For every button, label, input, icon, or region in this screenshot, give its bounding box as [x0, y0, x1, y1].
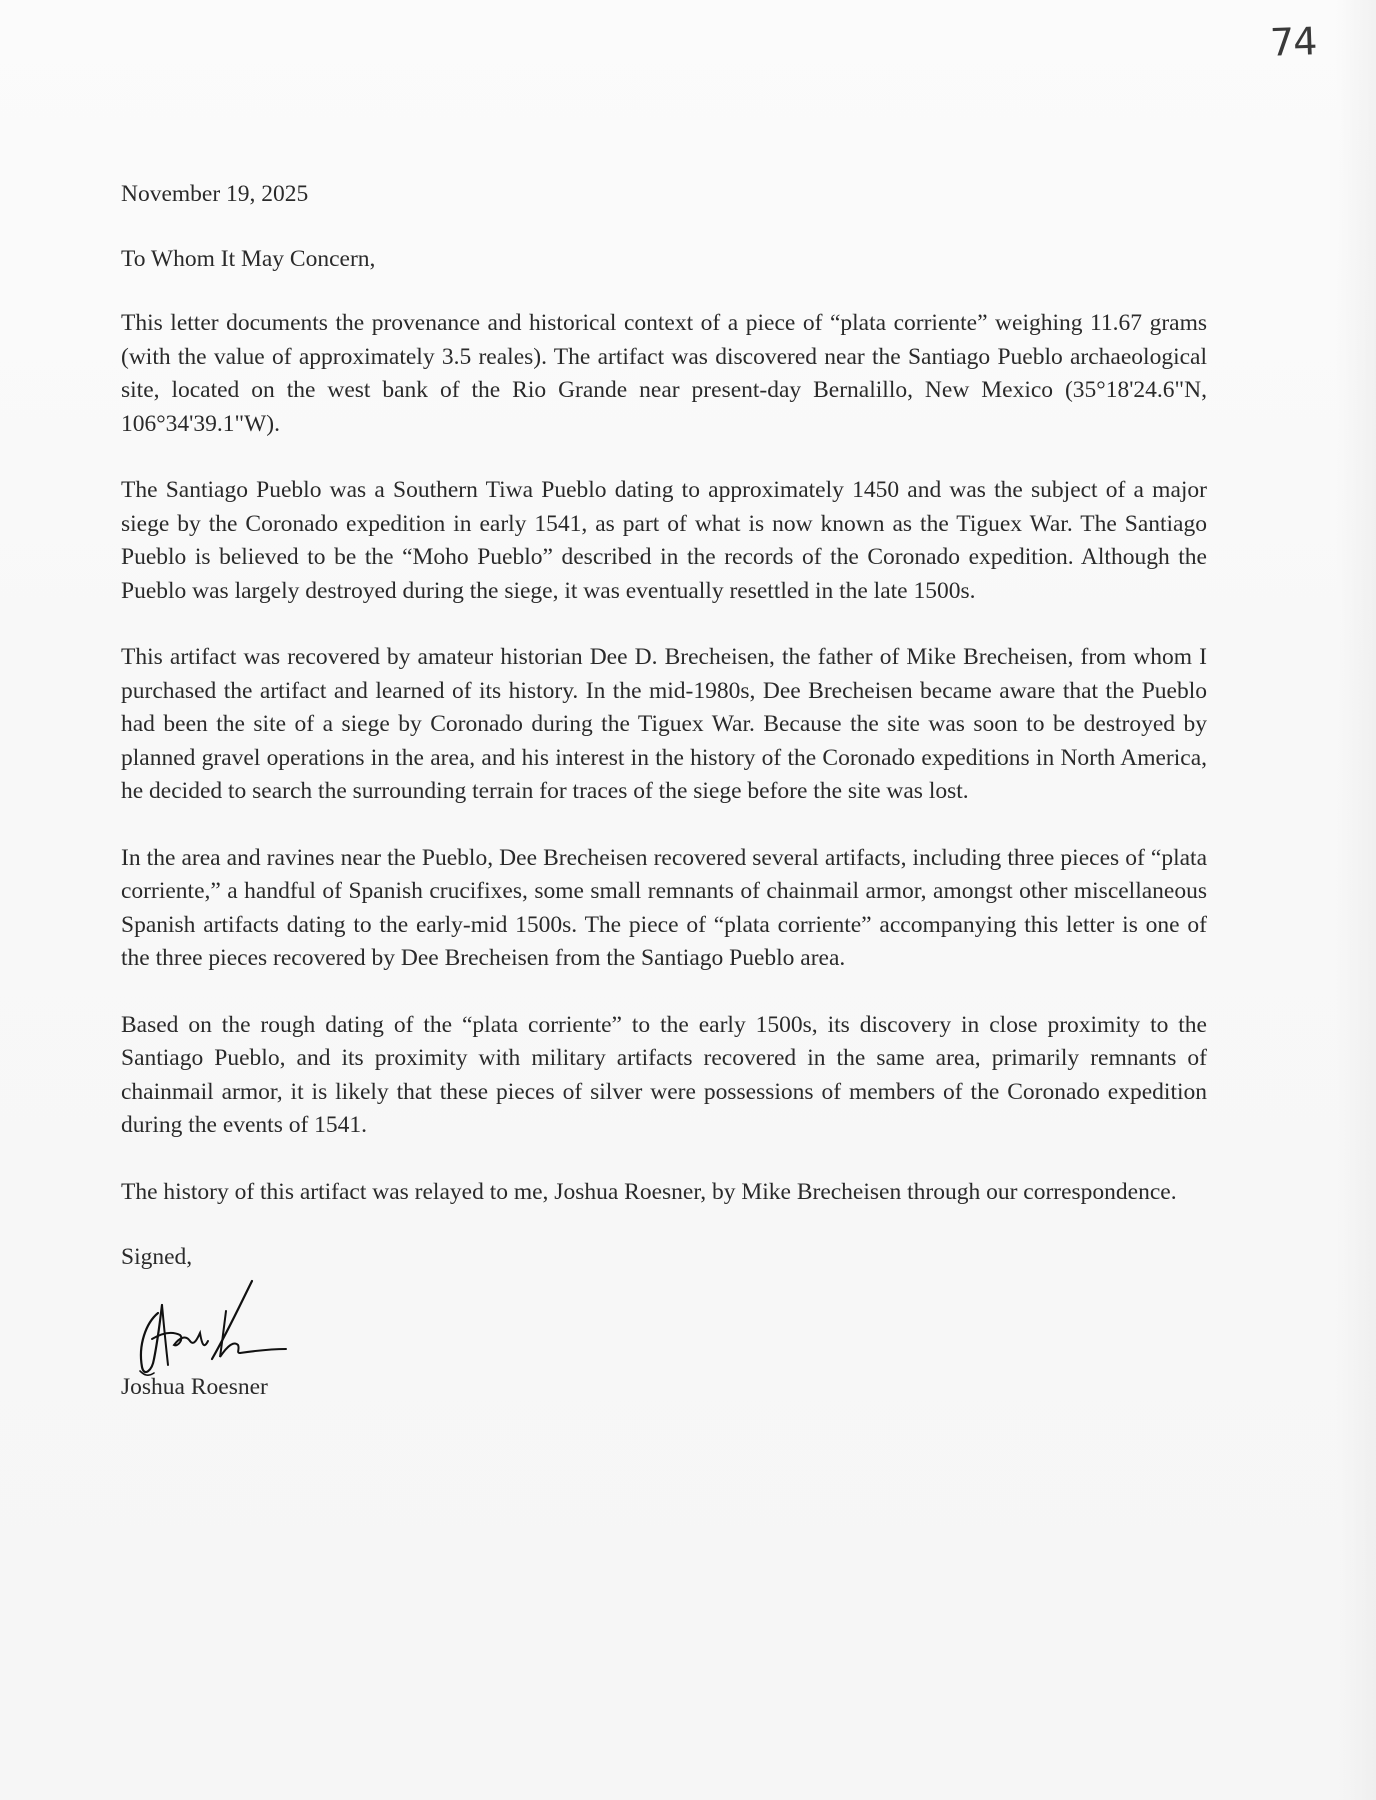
- paragraph-provenance: This letter documents the provenance and historical context of a piece of “plata corriente” weighing 11.67 grams (with the value of approximately 3.5 reales). The artifact was discovered near the Santiago Pueblo archaeological site, located on the west bank of the Rio Grande near present-day Bernalillo, New Mexico (35°18'24.6"N, 106°34'39.1"W).: [121, 310, 1207, 437]
- scan-edge-shadow: [1336, 0, 1376, 1800]
- letter-closing: Signed,: [121, 1244, 193, 1270]
- handwritten-signature: [128, 1275, 298, 1385]
- paragraph-recovery: This artifact was recovered by amateur historian Dee D. Brecheisen, the father of Mike Brecheisen, from whom I purchased the artifact and learned of its history. In the mid-1980s, Dee Brecheisen became aware that the Pueblo had been the site of a siege by Coronado during the Tiguex War. Because the site was soon to be destroyed by planned gravel operations in the area, and his interest in the history of the Coronado expeditions in North America, he decided to search the surrounding terrain for traces of the siege before the site was lost.: [121, 644, 1207, 804]
- signer-name: Joshua Roesner: [121, 1373, 268, 1400]
- letter-body: [121, 178, 1207, 1404]
- paragraph-pueblo-history: The Santiago Pueblo was a Southern Tiwa Pueblo dating to approximately 1450 and was the subject of a major siege by the Coronado expedition in early 1541, as part of what is now known as the Tiguex War. The Santiago Pueblo is believed to be the “Moho Pueblo” described in the records of the Coronado expedition. Although the Pueblo was largely destroyed during the siege, it was eventually resettled in the late 1500s.: [121, 477, 1207, 604]
- paragraph-correspondence: The history of this artifact was relayed to me, Joshua Roesner, by Mike Brecheisen through our correspondence.: [121, 1178, 1177, 1205]
- letter-salutation: To Whom It May Concern,: [121, 245, 376, 272]
- paragraph-conclusion: Based on the rough dating of the “plata corriente” to the early 1500s, its discovery in close proximity to the Santiago Pueblo, and its proximity with military artifacts recovered in the same area, primarily remnants of chainmail armor, it is likely that these pieces of silver were possessions of members of the Coronado expedition during the events of 1541.: [121, 1011, 1207, 1138]
- paragraph-artifacts: In the area and ravines near the Pueblo, Dee Brecheisen recovered several artifacts, including three pieces of “plata corriente,” a handful of Spanish crucifixes, some small remnants of chainmail armor, amongst other miscellaneous Spanish artifacts dating to the early-mid 1500s. The piece of “plata corriente” accompanying this letter is one of the three pieces recovered by Dee Brecheisen from the Santiago Pueblo area.: [121, 844, 1207, 971]
- letter-date: November 19, 2025: [121, 181, 309, 207]
- handwritten-page-number: 74: [1268, 19, 1317, 65]
